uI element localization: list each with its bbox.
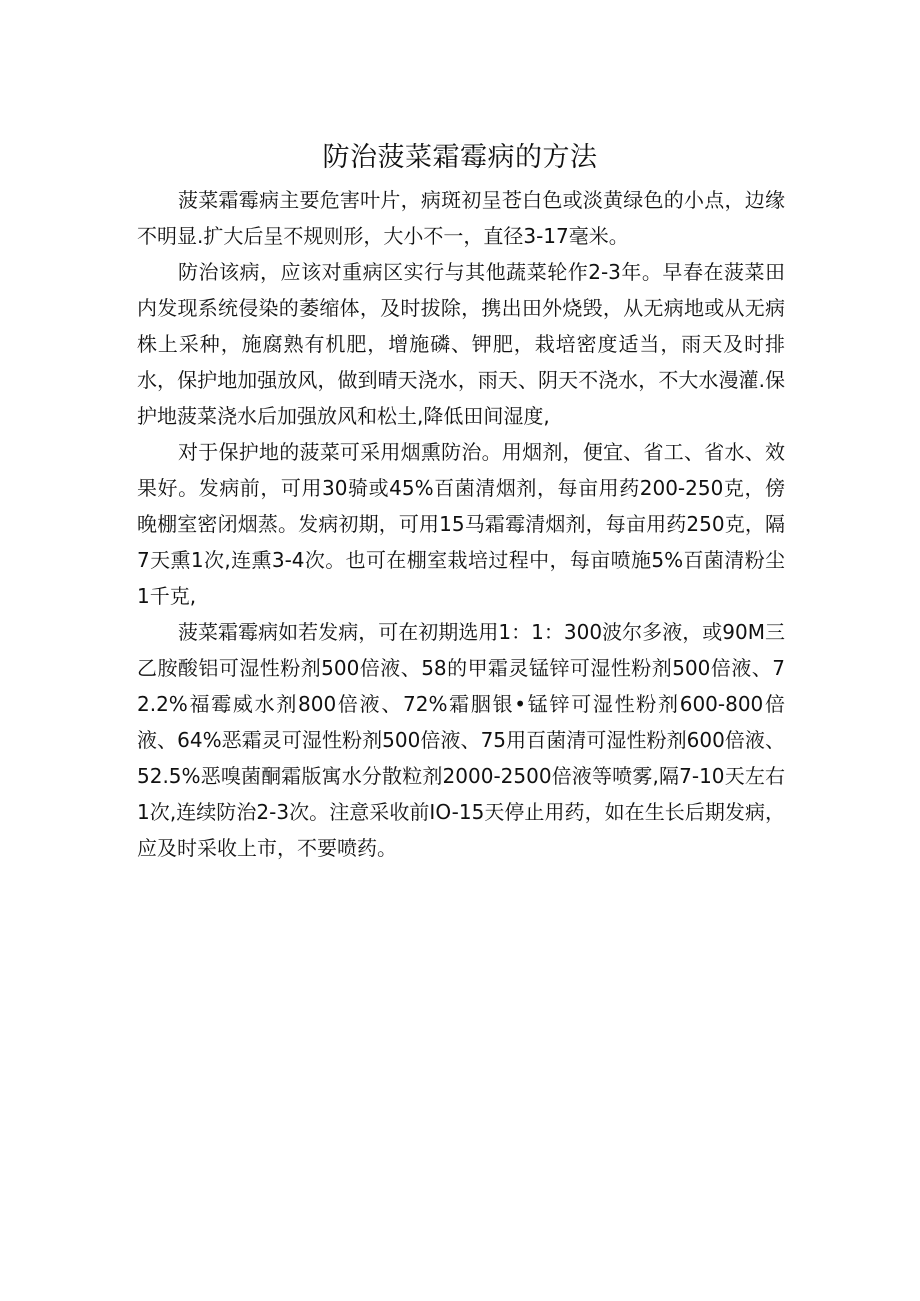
document-title: 防治菠菜霜霉病的方法 <box>322 142 598 174</box>
paragraph-symptoms: 菠菜霜霉病主要危害叶片，病斑初呈苍白色或淡黄绿色的小点，边缘不明显.扩大后呈不规则形，大小不一，直径3-17毫米。 <box>137 188 785 248</box>
paragraph-smoke-fumigation: 对于保护地的菠菜可采用烟熏防治。用烟剂，便宜、省工、省水、效果好。发病前，可用30骑或45%百菌清烟剂，每亩用药200-250克，傍晚棚室密闭烟蒸。发病初期，可用15马霜霉清烟剂，每亩用药250克，隔7天熏1次,连熏3-4次。也可在棚室栽培过程中，每亩喷施5%百菌清粉尘1千克, <box>137 440 785 608</box>
document-body <box>137 182 785 866</box>
paragraph-cultural-control: 防治该病，应该对重病区实行与其他蔬菜轮作2-3年。早春在菠菜田内发现系统侵染的萎缩体，及时拔除，携出田外烧毁，从无病地或从无病株上采种，施腐熟有机肥，增施磷、钾肥，栽培密度适当，雨天及时排水，保护地加强放风，做到晴天浇水，雨天、阴天不浇水，不大水漫灌.保护地菠菜浇水后加强放风和松土,降低田间湿度, <box>137 260 785 428</box>
paragraph-chemical-control: 菠菜霜霉病如若发病，可在初期选用1：1：300波尔多液，或90M三乙胺酸铝可湿性粉剂500倍液、58的甲霜灵锰锌可湿性粉剂500倍液、72.2%福霉威水剂800倍液、72%霜胭银•锰锌可湿性粉剂600-800倍液、64%恶霜灵可湿性粉剂500倍液、75用百菌清可湿性粉剂600倍液、52.5%恶嗅菌酮霜版寓水分散粒剂2000-2500倍液等喷雾,隔7-10天左右1次,连续防治2-3次。注意采收前IO-15天停止用药，如在生长后期发病，应及时采收上市，不要喷药。 <box>137 620 785 860</box>
